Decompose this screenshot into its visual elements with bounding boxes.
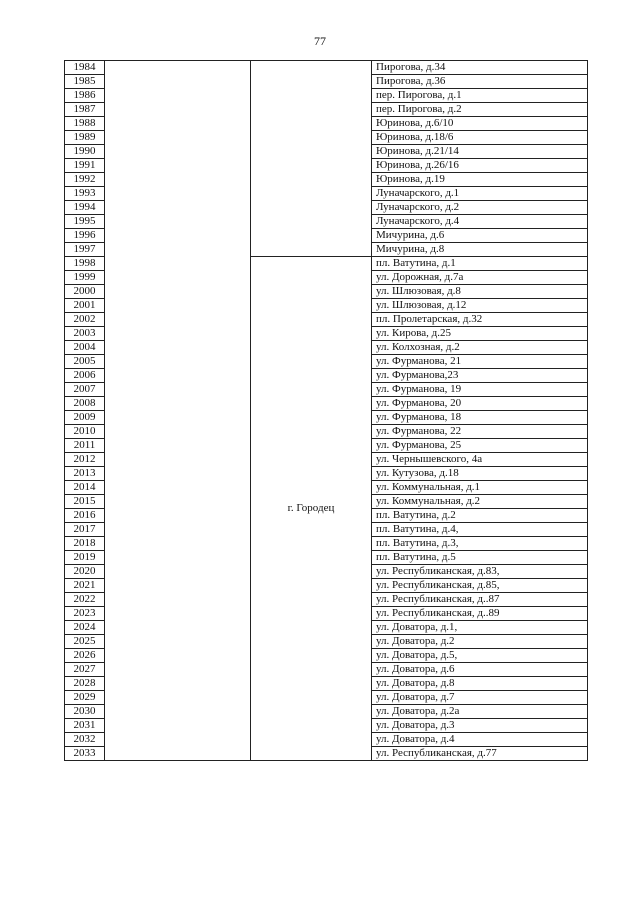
address-cell: ул. Кирова, д.25 [372, 327, 588, 341]
address-cell: пл. Пролетарская, д.32 [372, 313, 588, 327]
address-cell: Юринова, д.21/14 [372, 145, 588, 159]
address-cell: пл. Ватутина, д.1 [372, 257, 588, 271]
row-number: 1985 [65, 75, 105, 89]
row-number: 2012 [65, 453, 105, 467]
row-number: 2013 [65, 467, 105, 481]
address-cell: Луначарского, д.1 [372, 187, 588, 201]
address-cell: ул. Доватора, д.8 [372, 677, 588, 691]
row-number: 2026 [65, 649, 105, 663]
row-number: 2002 [65, 313, 105, 327]
row-number: 2024 [65, 621, 105, 635]
row-number: 2005 [65, 355, 105, 369]
address-cell: ул. Фурманова, 19 [372, 383, 588, 397]
address-table [64, 60, 588, 761]
address-cell: Мичурина, д.8 [372, 243, 588, 257]
table-row [65, 61, 588, 75]
row-number: 1987 [65, 103, 105, 117]
address-cell: ул. Фурманова, 22 [372, 425, 588, 439]
row-number: 2019 [65, 551, 105, 565]
address-cell: ул. Кутузова, д.18 [372, 467, 588, 481]
row-number: 2011 [65, 439, 105, 453]
row-number: 2015 [65, 495, 105, 509]
address-cell: Юринова, д.18/6 [372, 131, 588, 145]
row-number: 1984 [65, 61, 105, 75]
row-number: 2017 [65, 523, 105, 537]
address-cell: Пирогова, д.34 [372, 61, 588, 75]
row-number: 2001 [65, 299, 105, 313]
row-number: 1998 [65, 257, 105, 271]
address-cell: пл. Ватутина, д.5 [372, 551, 588, 565]
page-number: 77 [314, 34, 326, 48]
row-number: 1988 [65, 117, 105, 131]
row-number: 2028 [65, 677, 105, 691]
address-cell: Луначарского, д.2 [372, 201, 588, 215]
row-number: 2023 [65, 607, 105, 621]
address-cell: пер. Пирогова, д.1 [372, 89, 588, 103]
row-number: 2003 [65, 327, 105, 341]
row-number: 2031 [65, 719, 105, 733]
address-cell: ул. Доватора, д.4 [372, 733, 588, 747]
address-cell: Юринова, д.26/16 [372, 159, 588, 173]
address-cell: Юринова, д.19 [372, 173, 588, 187]
address-cell: ул. Доватора, д.1, [372, 621, 588, 635]
address-cell: ул. Фурманова, 25 [372, 439, 588, 453]
address-cell: пл. Ватутина, д.2 [372, 509, 588, 523]
address-cell: ул. Коммунальная, д.2 [372, 495, 588, 509]
address-cell: ул. Колхозная, д.2 [372, 341, 588, 355]
locality-cell-city: г. Городец [251, 257, 372, 761]
address-cell: ул. Чернышевского, 4а [372, 453, 588, 467]
row-number: 1989 [65, 131, 105, 145]
address-cell: ул. Доватора, д.3 [372, 719, 588, 733]
address-cell: ул. Республиканская, д..89 [372, 607, 588, 621]
address-cell: Луначарского, д.4 [372, 215, 588, 229]
address-cell: ул. Республиканская, д.85, [372, 579, 588, 593]
row-number: 2007 [65, 383, 105, 397]
address-cell: ул. Республиканская, д.83, [372, 565, 588, 579]
address-cell: ул. Шлюзовая, д.8 [372, 285, 588, 299]
row-number: 2032 [65, 733, 105, 747]
row-number: 1996 [65, 229, 105, 243]
row-number: 2004 [65, 341, 105, 355]
address-cell: ул. Республиканская, д..87 [372, 593, 588, 607]
row-number: 2022 [65, 593, 105, 607]
row-number: 2014 [65, 481, 105, 495]
address-cell: ул. Доватора, д.2 [372, 635, 588, 649]
row-number: 2016 [65, 509, 105, 523]
address-cell: ул. Доватора, д.7 [372, 691, 588, 705]
address-cell: Пирогова, д.36 [372, 75, 588, 89]
address-cell: ул. Дорожная, д.7а [372, 271, 588, 285]
district-cell [105, 61, 251, 761]
address-cell: ул. Шлюзовая, д.12 [372, 299, 588, 313]
row-number: 1997 [65, 243, 105, 257]
row-number: 2029 [65, 691, 105, 705]
row-number: 2010 [65, 425, 105, 439]
address-cell: ул. Доватора, д.5, [372, 649, 588, 663]
address-cell: ул. Доватора, д.6 [372, 663, 588, 677]
row-number: 2008 [65, 397, 105, 411]
row-number: 1993 [65, 187, 105, 201]
address-cell: ул. Фурманова, 18 [372, 411, 588, 425]
row-number: 1990 [65, 145, 105, 159]
address-table-body [65, 61, 588, 761]
row-number: 2018 [65, 537, 105, 551]
row-number: 2033 [65, 747, 105, 761]
row-number: 2000 [65, 285, 105, 299]
address-cell: пл. Ватутина, д.4, [372, 523, 588, 537]
row-number: 1994 [65, 201, 105, 215]
row-number: 2009 [65, 411, 105, 425]
address-cell: ул. Республиканская, д.77 [372, 747, 588, 761]
row-number: 1986 [65, 89, 105, 103]
address-cell: ул. Доватора, д.2а [372, 705, 588, 719]
row-number: 1995 [65, 215, 105, 229]
address-cell: ул. Фурманова, 21 [372, 355, 588, 369]
row-number: 1991 [65, 159, 105, 173]
locality-cell-upper [251, 61, 372, 257]
address-cell: пл. Ватутина, д.3, [372, 537, 588, 551]
address-cell: ул. Коммунальная, д.1 [372, 481, 588, 495]
address-cell: ул. Фурманова, 20 [372, 397, 588, 411]
row-number: 2027 [65, 663, 105, 677]
row-number: 2006 [65, 369, 105, 383]
row-number: 2025 [65, 635, 105, 649]
row-number: 1999 [65, 271, 105, 285]
address-cell: ул. Фурманова,23 [372, 369, 588, 383]
address-cell: пер. Пирогова, д.2 [372, 103, 588, 117]
row-number: 2030 [65, 705, 105, 719]
row-number: 1992 [65, 173, 105, 187]
address-cell: Мичурина, д.6 [372, 229, 588, 243]
address-cell: Юринова, д.6/10 [372, 117, 588, 131]
row-number: 2021 [65, 579, 105, 593]
row-number: 2020 [65, 565, 105, 579]
